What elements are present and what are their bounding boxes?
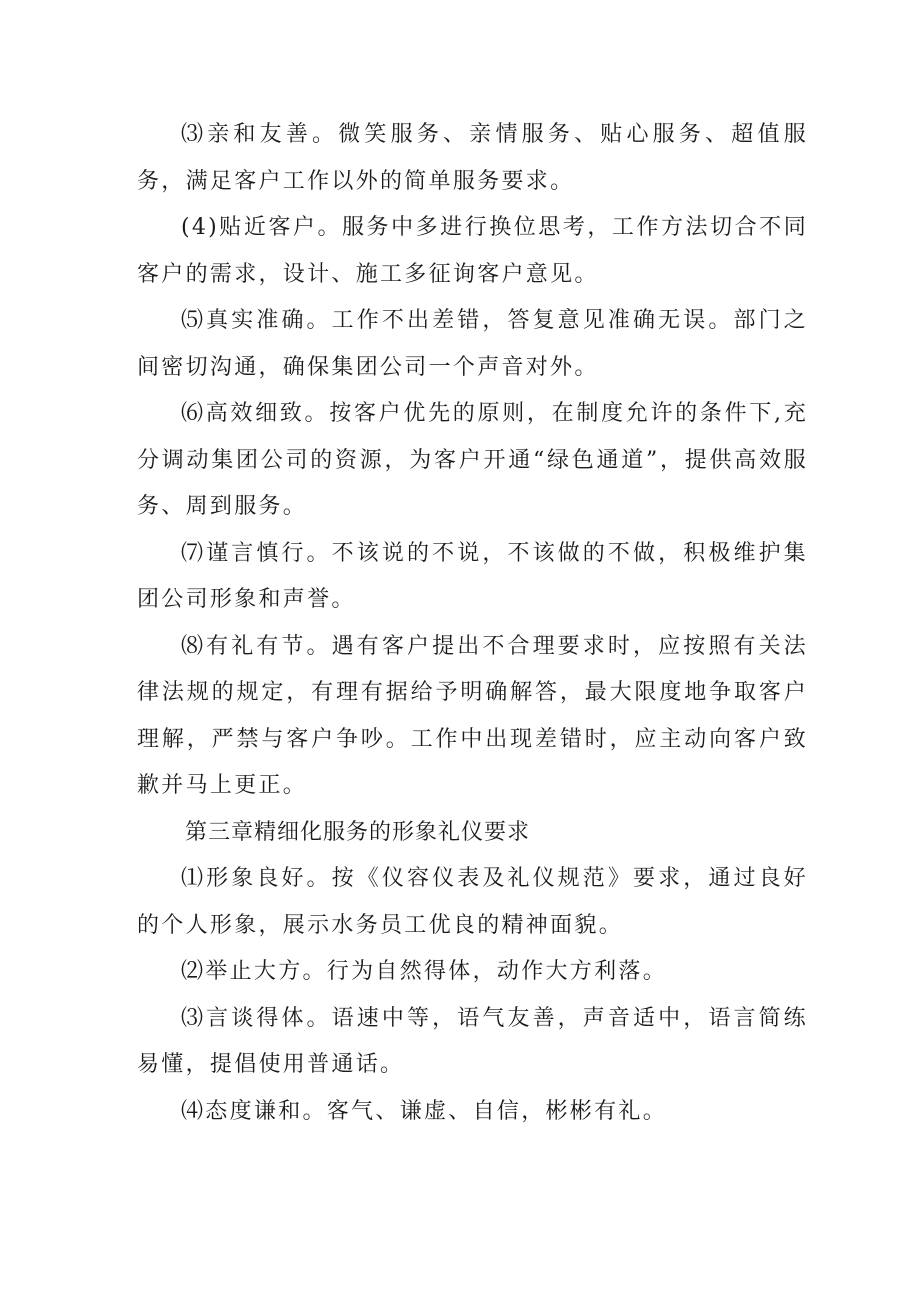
paragraph-image: ⑴形象良好。按《仪容仪表及礼仪规范》要求，通过良好的个人形象，展示水务员工优良的精神面貌。 <box>137 866 808 938</box>
paragraph-manner: ⑵举止大方。行为自然得体，动作大方利落。 <box>181 959 668 984</box>
paragraph-speech: ⑶言谈得体。语速中等，语气友善，声音适中，语言简练易懂，提倡使用普通话。 <box>137 1005 808 1077</box>
paragraph-accurate: ⑸真实准确。工作不出差错，答复意见准确无误。部门之间密切沟通，确保集团公司一个声音对外。 <box>137 308 808 380</box>
paragraph-attitude: ⑷态度谦和。客气、谦虚、自信，彬彬有礼。 <box>181 1098 668 1124</box>
paragraph-prudent: ⑺谨言慎行。不该说的不说，不该做的不做，积极维护集团公司形象和声誉。 <box>137 540 808 612</box>
chapter-heading: 第三章精细化服务的形象礼仪要求 <box>185 819 531 845</box>
paragraph-close-to-customer: (4)贴近客户。服务中多进行换位思考，工作方法切合不同客户的需求，设计、施工多征询客户意见。 <box>137 215 808 287</box>
paragraph-courteous: ⑻有礼有节。遇有客户提出不合理要求时，应按照有关法律法规的规定，有理有据给予明确解答，最大限度地争取客户理解，严禁与客户争吵。工作中出现差错时，应主动向客户致歉并马上更正。 <box>137 633 808 798</box>
paragraph-efficient: ⑹高效细致。按客户优先的原则，在制度允许的条件下,充分调动集团公司的资源，为客户开通“绿色通道”，提供高效服务、周到服务。 <box>137 401 808 519</box>
paragraph-friendly: ⑶亲和友善。微笑服务、亲情服务、贴心服务、超值服务，满足客户工作以外的简单服务要求。 <box>137 122 808 194</box>
